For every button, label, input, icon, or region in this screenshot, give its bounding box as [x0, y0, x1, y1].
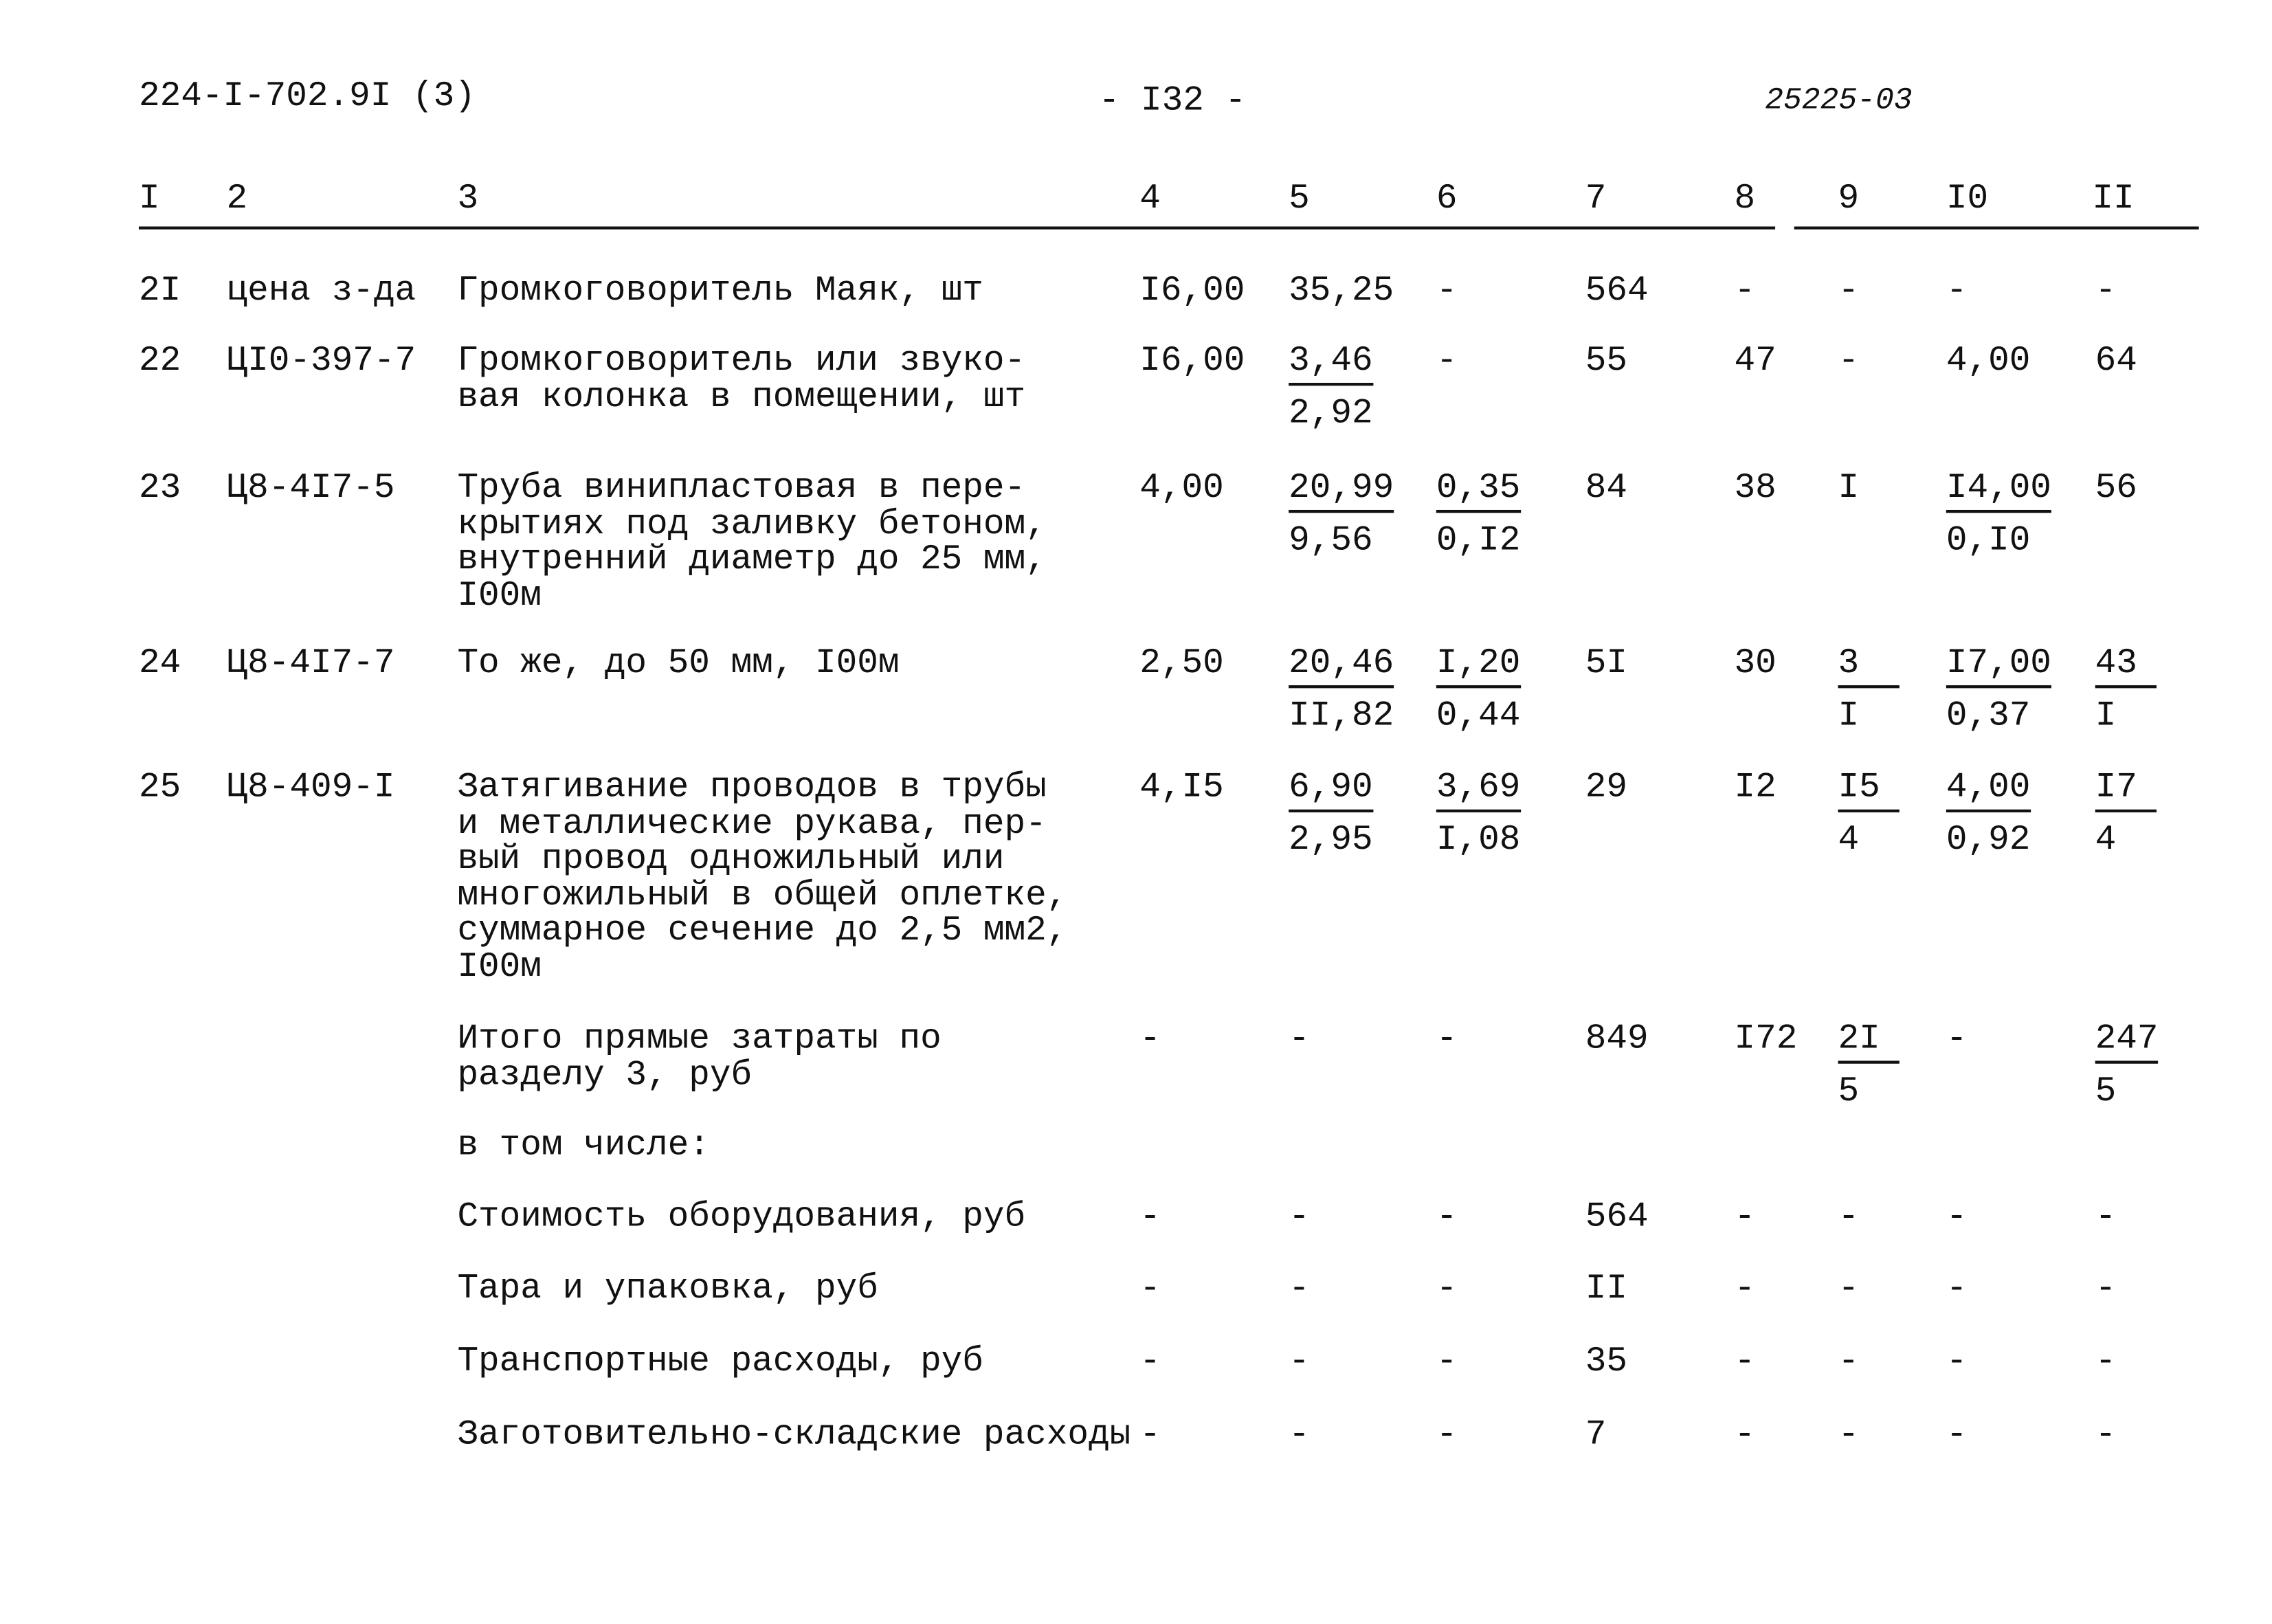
total-wage: I72: [1734, 1019, 1798, 1060]
unit-cost: -: [1289, 1198, 1310, 1238]
quantity: -: [1139, 1019, 1161, 1060]
column-header-9: 9: [1838, 179, 1860, 219]
unit-cost-numerator: [1289, 342, 1373, 385]
total-wage: 30: [1734, 644, 1777, 684]
unit-wage: -: [1436, 1198, 1458, 1238]
quantity: -: [1139, 1416, 1161, 1456]
underlined-value: 20,99: [1289, 472, 1394, 512]
row-number: 22: [138, 342, 181, 381]
description: Транспортные расходы, руб: [457, 1342, 983, 1383]
unit-wage-denominator: 0,I2: [1436, 521, 1521, 561]
header-rule: [1794, 227, 2199, 230]
labor-total: -: [2095, 1269, 2117, 1309]
description: Итого прямые затраты по разделу 3, руб: [457, 1019, 942, 1095]
row-number: 23: [138, 469, 181, 509]
unit-wage-numerator: [1436, 768, 1521, 812]
unit-wage: -: [1436, 1416, 1458, 1456]
total-cost: 5I: [1585, 644, 1627, 684]
labor-hours: -: [1946, 1269, 1968, 1309]
labor-hours: -: [1946, 271, 1968, 311]
labor-hours: 4,00: [1946, 342, 2031, 381]
price-code: Ц8-409-I: [226, 768, 395, 808]
underlined-value: 20,46: [1289, 647, 1394, 687]
column-header-6: 6: [1436, 179, 1458, 219]
description: Громкоговоритель Маяк, шт: [457, 271, 983, 311]
total-cost: 29: [1585, 768, 1627, 808]
unit-wage: -: [1436, 1269, 1458, 1309]
labor-total: -: [2095, 1416, 2117, 1456]
labor-hours-numerator: [1946, 469, 2051, 512]
total-wage: I2: [1734, 768, 1777, 808]
unit-cost-denominator: 2,92: [1289, 394, 1373, 434]
underlined-value: 3: [1838, 647, 1900, 687]
column-header-4: 4: [1139, 179, 1161, 219]
labor-total-numerator: [2095, 644, 2157, 687]
description: Труба винипластовая в пере- крытиях под заливку бетоном, внутренний диаметр до 25 мм, I00м: [457, 469, 1047, 616]
labor-total-denominator: 5: [2095, 1072, 2117, 1112]
underlined-value: 43: [2095, 647, 2157, 687]
unit-wage: -: [1436, 1342, 1458, 1383]
machine-cost: -: [1838, 1198, 1860, 1238]
labor-hours-denominator: 0,I0: [1946, 521, 2031, 561]
total-cost: II: [1585, 1269, 1627, 1309]
description: То же, до 50 мм, I00м: [457, 644, 900, 684]
labor-total: -: [2095, 271, 2117, 311]
description: Заготовительно-складские расходы: [457, 1416, 1131, 1456]
labor-hours-numerator: [1946, 644, 2051, 687]
underlined-value: 2I: [1838, 1023, 1900, 1063]
column-header-7: 7: [1585, 179, 1607, 219]
unit-cost: -: [1289, 1416, 1310, 1456]
underlined-value: I7: [2095, 772, 2157, 812]
quantity: I6,00: [1139, 271, 1245, 311]
labor-hours: -: [1946, 1416, 1968, 1456]
column-header-11: II: [2092, 179, 2135, 219]
unit-wage-numerator: [1436, 469, 1521, 512]
quantity: 4,I5: [1139, 768, 1224, 808]
description: Тара и упаковка, руб: [457, 1269, 878, 1309]
description: Громкоговоритель или звуко- вая колонка в помещении, шт: [457, 342, 1026, 417]
labor-hours-numerator: [1946, 768, 2031, 812]
quantity: 4,00: [1139, 469, 1224, 509]
total-cost: 35: [1585, 1342, 1627, 1383]
labor-total-numerator: [2095, 1019, 2159, 1063]
underlined-value: I7,00: [1946, 647, 2051, 687]
labor-hours: -: [1946, 1198, 1968, 1238]
labor-hours: -: [1946, 1342, 1968, 1383]
row-number: 25: [138, 768, 181, 808]
description: Стоимость оборудования, руб: [457, 1198, 1026, 1238]
column-header-8: 8: [1734, 179, 1756, 219]
underlined-value: 6,90: [1289, 772, 1372, 812]
header-rule: [139, 227, 1775, 230]
unit-cost-denominator: 2,95: [1289, 821, 1373, 861]
total-wage: 38: [1734, 469, 1777, 509]
unit-wage-denominator: 0,44: [1436, 697, 1521, 737]
labor-total: -: [2095, 1342, 2117, 1383]
unit-cost-denominator: 9,56: [1289, 521, 1373, 561]
column-header-5: 5: [1289, 179, 1310, 219]
total-cost: 849: [1585, 1019, 1649, 1060]
unit-cost: -: [1289, 1019, 1310, 1060]
unit-cost: -: [1289, 1269, 1310, 1309]
total-wage: -: [1734, 1342, 1756, 1383]
machine-cost: I: [1838, 469, 1860, 509]
labor-total: -: [2095, 1198, 2117, 1238]
column-header-3: 3: [457, 179, 479, 219]
quantity: I6,00: [1139, 342, 1245, 381]
total-wage: -: [1734, 271, 1756, 311]
unit-cost-numerator: [1289, 469, 1394, 512]
quantity: 2,50: [1139, 644, 1224, 684]
labor-total-denominator: 4: [2095, 821, 2117, 861]
unit-wage: -: [1436, 1019, 1458, 1060]
column-header-1: I: [138, 179, 160, 219]
machine-cost-numerator: [1838, 1019, 1900, 1063]
underlined-value: I5: [1838, 772, 1900, 812]
price-code: ЦI0-397-7: [226, 342, 416, 381]
machine-cost-denominator: 4: [1838, 821, 1860, 861]
underlined-value: 247: [2095, 1023, 2159, 1063]
unit-wage-numerator: [1436, 644, 1521, 687]
machine-cost-numerator: [1838, 644, 1900, 687]
total-wage: -: [1734, 1269, 1756, 1309]
document-code: 224-I-702.9I (3): [138, 77, 476, 118]
labor-hours-denominator: 0,92: [1946, 821, 2031, 861]
total-cost: 564: [1585, 1198, 1649, 1238]
description: Затягивание проводов в трубы и металлические рукава, пер- вый провод одножильный или многожильный в общей оплетке, суммарное сечение до 2,5 мм2, I00м: [457, 768, 1068, 988]
unit-cost: -: [1289, 1342, 1310, 1383]
unit-wage: -: [1436, 342, 1458, 381]
unit-cost: 35,25: [1289, 271, 1394, 311]
column-header-2: 2: [226, 179, 248, 219]
labor-hours-denominator: 0,37: [1946, 697, 2031, 737]
price-code: Ц8-4I7-7: [226, 644, 395, 684]
labor-total: 64: [2095, 342, 2137, 381]
machine-cost: -: [1838, 342, 1860, 381]
column-header-10: I0: [1946, 179, 1989, 219]
labor-total-numerator: [2095, 768, 2157, 812]
underlined-value: I4,00: [1946, 472, 2051, 512]
machine-cost: -: [1838, 1342, 1860, 1383]
underlined-value: 0,35: [1436, 472, 1520, 512]
underlined-value: 4,00: [1946, 772, 2030, 812]
machine-cost-denominator: I: [1838, 697, 1860, 737]
price-code: цена з-да: [226, 271, 416, 311]
underlined-value: 3,69: [1436, 772, 1520, 812]
unit-wage-denominator: I,08: [1436, 821, 1521, 861]
quantity: -: [1139, 1269, 1161, 1309]
total-cost: 564: [1585, 271, 1649, 311]
total-cost: 7: [1585, 1416, 1607, 1456]
machine-cost: -: [1838, 271, 1860, 311]
description: в том числе:: [457, 1126, 710, 1166]
total-cost: 84: [1585, 469, 1627, 509]
quantity: -: [1139, 1342, 1161, 1383]
total-wage: -: [1734, 1416, 1756, 1456]
underlined-value: 3,46: [1289, 345, 1372, 385]
labor-hours: -: [1946, 1019, 1968, 1060]
labor-total-denominator: I: [2095, 697, 2117, 737]
row-number: 2I: [138, 271, 181, 311]
unit-cost-denominator: II,82: [1289, 697, 1394, 737]
machine-cost-denominator: 5: [1838, 1072, 1860, 1112]
row-number: 24: [138, 644, 181, 684]
unit-cost-numerator: [1289, 768, 1373, 812]
underlined-value: I,20: [1436, 647, 1520, 687]
total-cost: 55: [1585, 342, 1627, 381]
machine-cost: -: [1838, 1269, 1860, 1309]
archive-stamp: 25225-03: [1765, 85, 1913, 119]
page-number: - I32 -: [1098, 82, 1247, 122]
quantity: -: [1139, 1198, 1161, 1238]
machine-cost: -: [1838, 1416, 1860, 1456]
unit-cost-numerator: [1289, 644, 1394, 687]
total-wage: 47: [1734, 342, 1777, 381]
unit-wage: -: [1436, 271, 1458, 311]
price-code: Ц8-4I7-5: [226, 469, 395, 509]
total-wage: -: [1734, 1198, 1756, 1238]
labor-total: 56: [2095, 469, 2137, 509]
machine-cost-numerator: [1838, 768, 1900, 812]
